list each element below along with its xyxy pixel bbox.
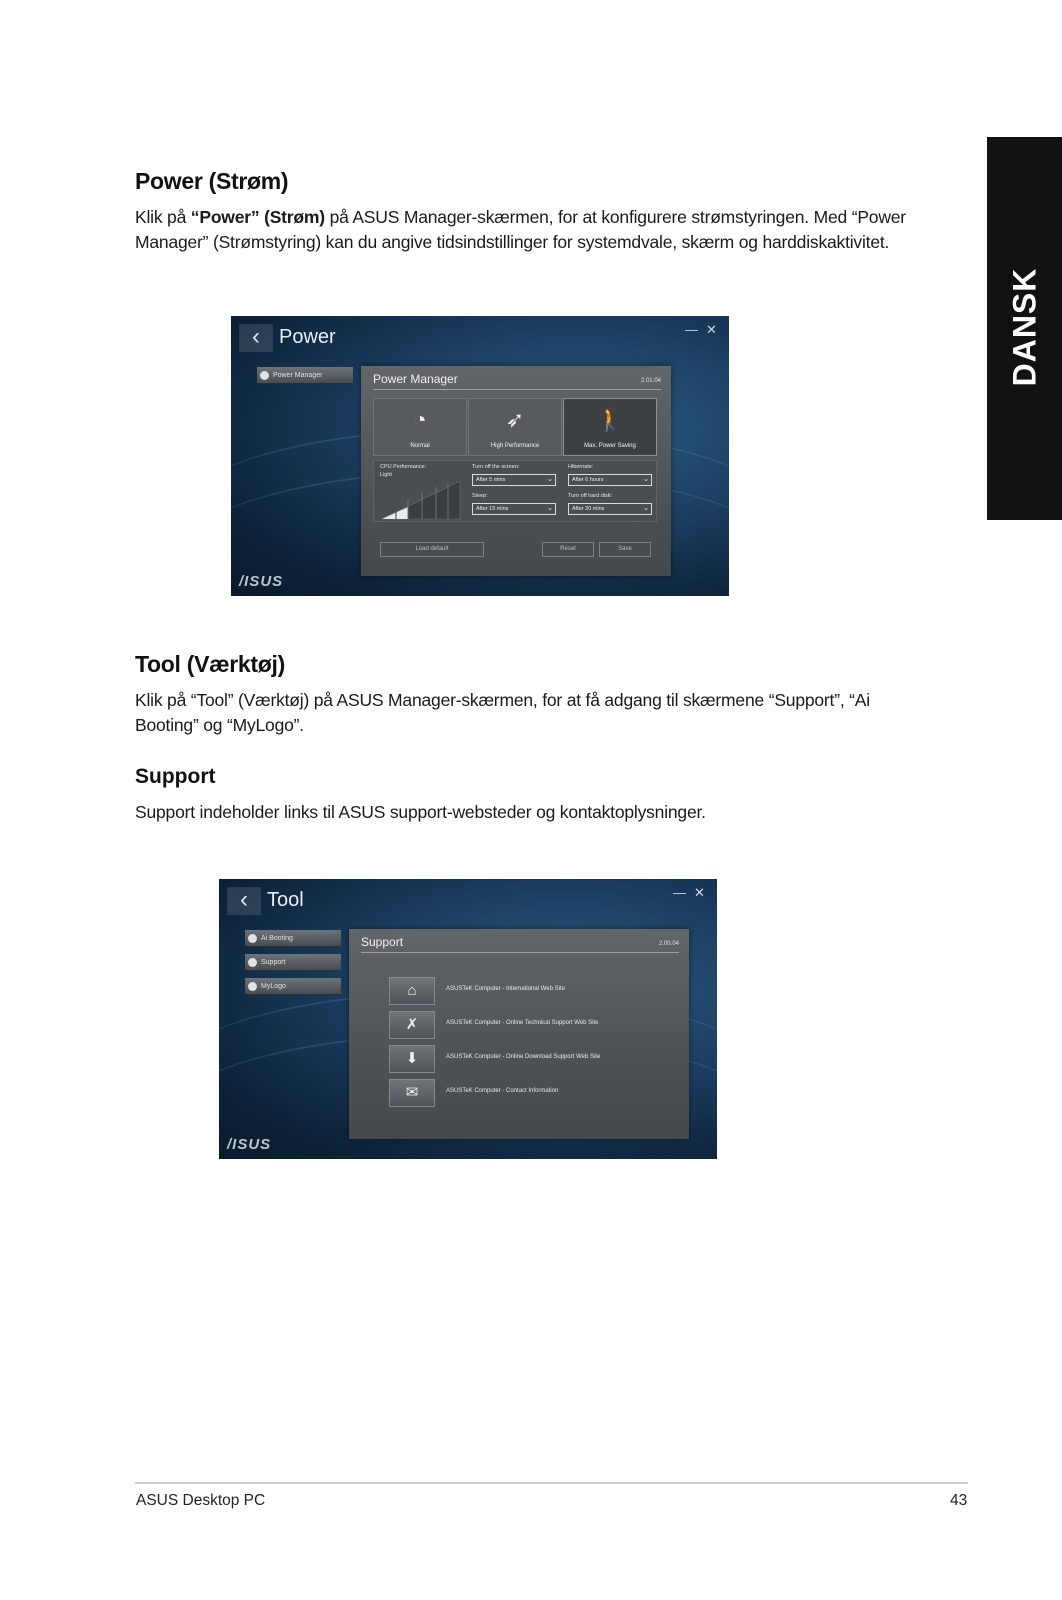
tool-window-screenshot xyxy=(219,879,717,1159)
panel-divider xyxy=(361,952,679,953)
load-default-button[interactable]: Load default xyxy=(380,542,484,557)
sleep-select[interactable] xyxy=(472,503,556,515)
panel-title: Power Manager xyxy=(373,372,458,386)
sidebar-item-label: Support xyxy=(261,959,286,966)
close-icon[interactable]: ✕ xyxy=(706,322,717,337)
hibernate-select[interactable] xyxy=(568,474,652,486)
save-button[interactable]: Save xyxy=(599,542,651,557)
power-window-screenshot xyxy=(231,316,729,596)
minimize-icon[interactable]: — xyxy=(673,885,686,900)
minimize-icon[interactable]: — xyxy=(685,322,698,337)
chevron-down-icon: ⌄ xyxy=(547,505,553,512)
power-paragraph xyxy=(135,205,915,255)
cpu-performance-label: CPU Performance: xyxy=(380,464,427,470)
mode-max-power-saving[interactable] xyxy=(563,398,657,456)
power-para-rest: på ASUS Manager-skærmen, for at konfigurere strømstyringen. Med “Power Manager” (Strømstyring) kan du angive tidsindstillinger for systemdvale, skærm og harddiskaktivitet. xyxy=(135,207,906,252)
link-text: ASUSTeK Computer - Online Download Support Web Site xyxy=(446,1054,601,1060)
select-value: After 6 hours xyxy=(572,477,604,483)
chevron-down-icon: ⌄ xyxy=(643,505,649,512)
power-manager-panel xyxy=(361,366,671,576)
mode-label: Max. Power Saving xyxy=(584,443,636,449)
support-paragraph: Support indeholder links til ASUS support-websteder og kontaktoplysninger. xyxy=(135,802,706,822)
panel-version: 2.00.04 xyxy=(658,941,679,947)
sidebar-item-label: Power Manager xyxy=(273,372,323,379)
language-tab-label: DANSK xyxy=(1006,267,1042,387)
settings-area xyxy=(373,460,657,522)
mode-label: Normal xyxy=(410,443,430,449)
power-mode-selector xyxy=(373,398,657,456)
sidebar-item-support[interactable] xyxy=(245,954,341,971)
tools-icon: ✗ xyxy=(389,1011,435,1039)
select-value: After 20 mins xyxy=(572,506,605,512)
chevron-down-icon: ⌄ xyxy=(547,476,553,483)
page-number: 43 xyxy=(950,1492,968,1509)
sleep-label: Sleep: xyxy=(472,493,488,499)
turn-off-disk-select[interactable] xyxy=(568,503,652,515)
footer-product-name: ASUS Desktop PC xyxy=(136,1492,266,1509)
window-title: Tool xyxy=(267,889,304,911)
sidebar-item-label: MyLogo xyxy=(261,983,286,990)
panel-divider xyxy=(373,389,661,390)
sidebar-item-power-manager[interactable] xyxy=(257,367,353,384)
contact-icon: ✉ xyxy=(389,1079,435,1107)
reset-button[interactable]: Reset xyxy=(542,542,594,557)
power-heading: Power (Strøm) xyxy=(135,168,289,194)
power-para-bold: “Power” (Strøm) xyxy=(190,207,325,227)
sidebar-item-mylogo[interactable] xyxy=(245,978,341,995)
asus-logo: /ISUS xyxy=(239,573,284,590)
back-arrow-icon[interactable]: ‹ xyxy=(239,324,273,352)
link-text: ASUSTeK Computer - International Web Site xyxy=(446,986,565,992)
gauge-icon: ◔ xyxy=(413,407,427,432)
mode-normal[interactable] xyxy=(373,398,467,456)
cpu-level-bars[interactable] xyxy=(380,479,462,521)
footer-divider xyxy=(135,1482,968,1484)
window-title: Power xyxy=(279,326,336,348)
select-value: After 5 mins xyxy=(476,477,506,483)
mylogo-icon xyxy=(248,982,257,991)
sidebar-item-label: Ai Booting xyxy=(261,935,293,942)
turn-off-screen-label: Turn off the screen: xyxy=(472,464,520,470)
support-heading: Support xyxy=(135,765,216,788)
rocket-icon: ➶ xyxy=(505,407,525,432)
panel-version: 2.01.04 xyxy=(640,378,661,384)
home-icon: ⌂ xyxy=(389,977,435,1005)
close-icon[interactable]: ✕ xyxy=(694,885,705,900)
power-para-prefix: Klik på xyxy=(135,207,191,227)
chevron-down-icon: ⌄ xyxy=(643,476,649,483)
select-value: After 15 mins xyxy=(476,506,509,512)
mode-high-performance[interactable] xyxy=(468,398,562,456)
asus-logo: /ISUS xyxy=(227,1136,272,1153)
mode-label: High Performance xyxy=(490,443,540,449)
tool-heading: Tool (Værktøj) xyxy=(135,651,285,677)
hibernate-label: Hibernate: xyxy=(568,464,594,470)
sidebar-item-ai-booting[interactable] xyxy=(245,930,341,947)
ai-booting-icon xyxy=(248,934,257,943)
turn-off-screen-select[interactable] xyxy=(472,474,556,486)
tool-paragraph: Klik på “Tool” (Værktøj) på ASUS Manager-skærmen, for at få adgang til skærmene “Support”, “Ai Booting” og “MyLogo”. xyxy=(135,690,870,735)
panel-title: Support xyxy=(361,935,404,949)
back-arrow-icon[interactable]: ‹ xyxy=(227,887,261,915)
link-text: ASUSTeK Computer - Online Technical Support Web Site xyxy=(446,1020,599,1026)
cpu-performance-value: Light xyxy=(380,472,392,478)
language-tab xyxy=(987,137,1062,520)
support-icon xyxy=(248,958,257,967)
link-text: ASUSTeK Computer - Contact Information xyxy=(446,1088,559,1094)
leaf-icon xyxy=(260,371,269,380)
support-panel xyxy=(349,929,689,1139)
turn-off-disk-label: Turn off hard disk: xyxy=(568,493,613,499)
walking-person-icon: 🚶 xyxy=(596,407,624,432)
download-icon: ⬇ xyxy=(389,1045,435,1073)
